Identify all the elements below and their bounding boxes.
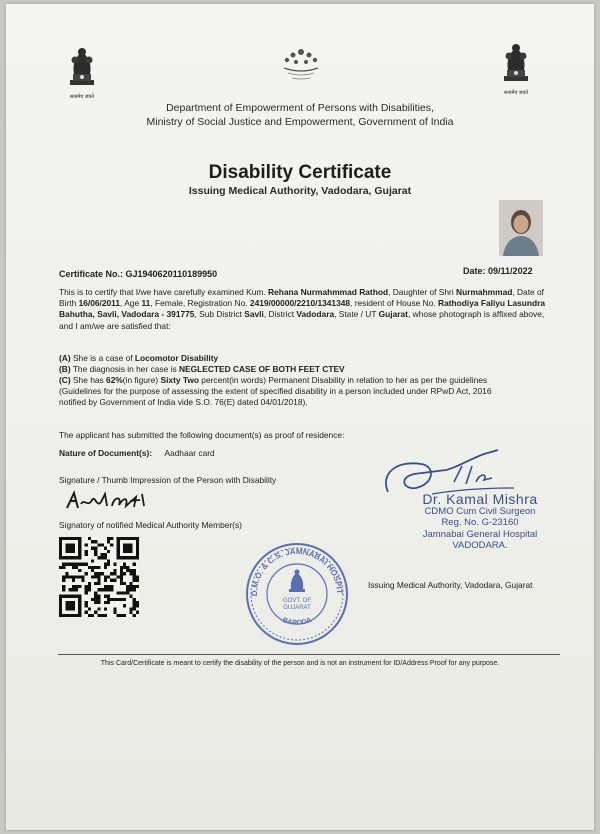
seal-outer-text: D.M.O. & C.S. JAMNABAI HOSPIT bbox=[249, 546, 345, 597]
page-subtitle: Issuing Medical Authority, Vadodara, Gujarat bbox=[188, 185, 412, 197]
father-name: Nurmahmmad bbox=[456, 287, 513, 297]
certificate-number bbox=[59, 269, 217, 279]
condition-c-line-2: (Guidelines for the purpose of assessing the extent of specified disability in a person included under RPwD Act, 2016 bbox=[59, 386, 492, 396]
doctor-stamp bbox=[400, 491, 560, 552]
certificate-number-label: Certificate No.: bbox=[59, 269, 124, 279]
qr-code bbox=[59, 537, 139, 617]
condition-a bbox=[59, 353, 559, 364]
nature-label: Nature of Document(s): bbox=[59, 448, 153, 458]
disability-type: Locomotor Disability bbox=[134, 353, 219, 363]
certificate-sheet bbox=[6, 4, 594, 830]
certificate-date bbox=[463, 266, 533, 276]
department-line-1: Department of Empowerment of Persons with Disabilities, bbox=[166, 102, 434, 114]
applicant-photo bbox=[499, 200, 543, 256]
condition-b-text: The diagnosis in her case is bbox=[70, 364, 179, 374]
condition-a-text: She is a case of bbox=[70, 353, 135, 363]
right-emblem-caption: सत्यमेव जयते bbox=[503, 90, 529, 96]
accessible-india-logo-icon bbox=[276, 44, 326, 84]
disability-percent-words: Sixty Two bbox=[160, 375, 199, 385]
condition-c-text: She has bbox=[70, 375, 107, 385]
condition-a-prefix: (A) bbox=[59, 353, 71, 363]
condition-c-text: percent(in words) Permanent Disability in relation to her as per the guidelines bbox=[198, 375, 488, 385]
doctor-hospital: Jamnabai General Hospital bbox=[422, 528, 538, 540]
para-text: , resident of House No. bbox=[350, 298, 439, 309]
patient-signature bbox=[64, 488, 159, 514]
seal-bottom-text: BARODA bbox=[281, 616, 313, 627]
para-text: This is to certify that I/we have carefully examined Kum. bbox=[59, 287, 268, 297]
footer-divider bbox=[58, 654, 560, 655]
issuing-authority-label: Issuing Medical Authority, Vadodara, Gujarat bbox=[368, 580, 533, 590]
registration-number: 2419/00000/2210/1341348 bbox=[249, 298, 351, 309]
doctor-name: Dr. Kamal Mishra bbox=[422, 491, 538, 507]
condition-c-text: (in figure) bbox=[122, 375, 161, 385]
date-label: Date: bbox=[463, 266, 486, 276]
para-text: , Sub District bbox=[194, 309, 245, 320]
condition-b-prefix: (B) bbox=[59, 364, 71, 374]
disability-percent: 62% bbox=[106, 375, 123, 385]
applicant-documents-text: The applicant has submitted the following document(s) as proof of residence: bbox=[59, 430, 345, 440]
para-text: , District bbox=[263, 309, 297, 320]
department-line-2: Ministry of Social Justice and Empowerment, Government of India bbox=[146, 116, 454, 128]
para-text: , whose photograph is affixed above, and I am/we are satisfied that: bbox=[59, 309, 545, 331]
para-text: , Date of Birth bbox=[59, 287, 544, 309]
authority-signatory-label: Signatory of notified Medical Authority Member(s) bbox=[59, 520, 242, 530]
age: 11 bbox=[141, 298, 151, 309]
conditions-list bbox=[59, 353, 559, 408]
condition-c-prefix: (C) bbox=[59, 375, 71, 385]
para-text: , Daughter of Shri bbox=[388, 287, 457, 297]
nature-of-documents bbox=[59, 448, 215, 458]
state: Gujarat bbox=[378, 309, 408, 320]
hospital-seal bbox=[244, 541, 350, 647]
address: Rathodiya Faliyu Lasundra Bahutha, Savli, Vadodara - 391775 bbox=[59, 298, 546, 320]
thumb-signature-label: Signature / Thumb Impression of the Person with Disability bbox=[59, 475, 277, 485]
certification-paragraph bbox=[59, 287, 549, 332]
national-emblem-right-icon bbox=[498, 40, 534, 96]
date-of-birth: 16/06/2011 bbox=[78, 298, 121, 309]
certificate-number-value: GJ1940620110189950 bbox=[125, 269, 218, 279]
footer-note: This Card/Certificate is meant to certify the disability of the person and is not an instrument for ID/Address Proof for any purpose. bbox=[100, 660, 500, 667]
para-text: , State / UT bbox=[334, 309, 379, 320]
doctor-registration: Reg. No. G-23160 bbox=[441, 517, 519, 528]
para-text: , Age bbox=[120, 298, 142, 309]
nature-value: Aadhaar card bbox=[164, 448, 215, 458]
national-emblem-left-icon bbox=[64, 44, 100, 100]
doctor-title: CDMO Cum Civil Surgeon bbox=[424, 505, 536, 517]
diagnosis: NEGLECTED CASE OF BOTH FEET CTEV bbox=[178, 364, 345, 374]
condition-b bbox=[59, 364, 559, 375]
left-emblem-caption: सत्यमेव जयते bbox=[69, 94, 95, 100]
condition-c bbox=[59, 375, 559, 386]
para-text: , Female, Registration No. bbox=[150, 298, 250, 309]
condition-c-line-3: notified by Government of India vide S.O. 76(E) dated 04/01/2018). bbox=[59, 397, 308, 407]
seal-center-line-1: GOVT. OF bbox=[282, 598, 312, 604]
department-heading bbox=[6, 101, 594, 129]
patient-name: Rehana Nurmahmmad Rathod bbox=[268, 287, 389, 297]
seal-center-line-2: GUJARAT bbox=[283, 605, 311, 611]
doctor-city: VADODARA. bbox=[452, 540, 508, 551]
date-value: 09/11/2022 bbox=[488, 266, 533, 276]
sub-district: Savli bbox=[244, 309, 264, 320]
district: Vadodara bbox=[296, 309, 335, 320]
page-title: Disability Certificate bbox=[208, 162, 392, 183]
